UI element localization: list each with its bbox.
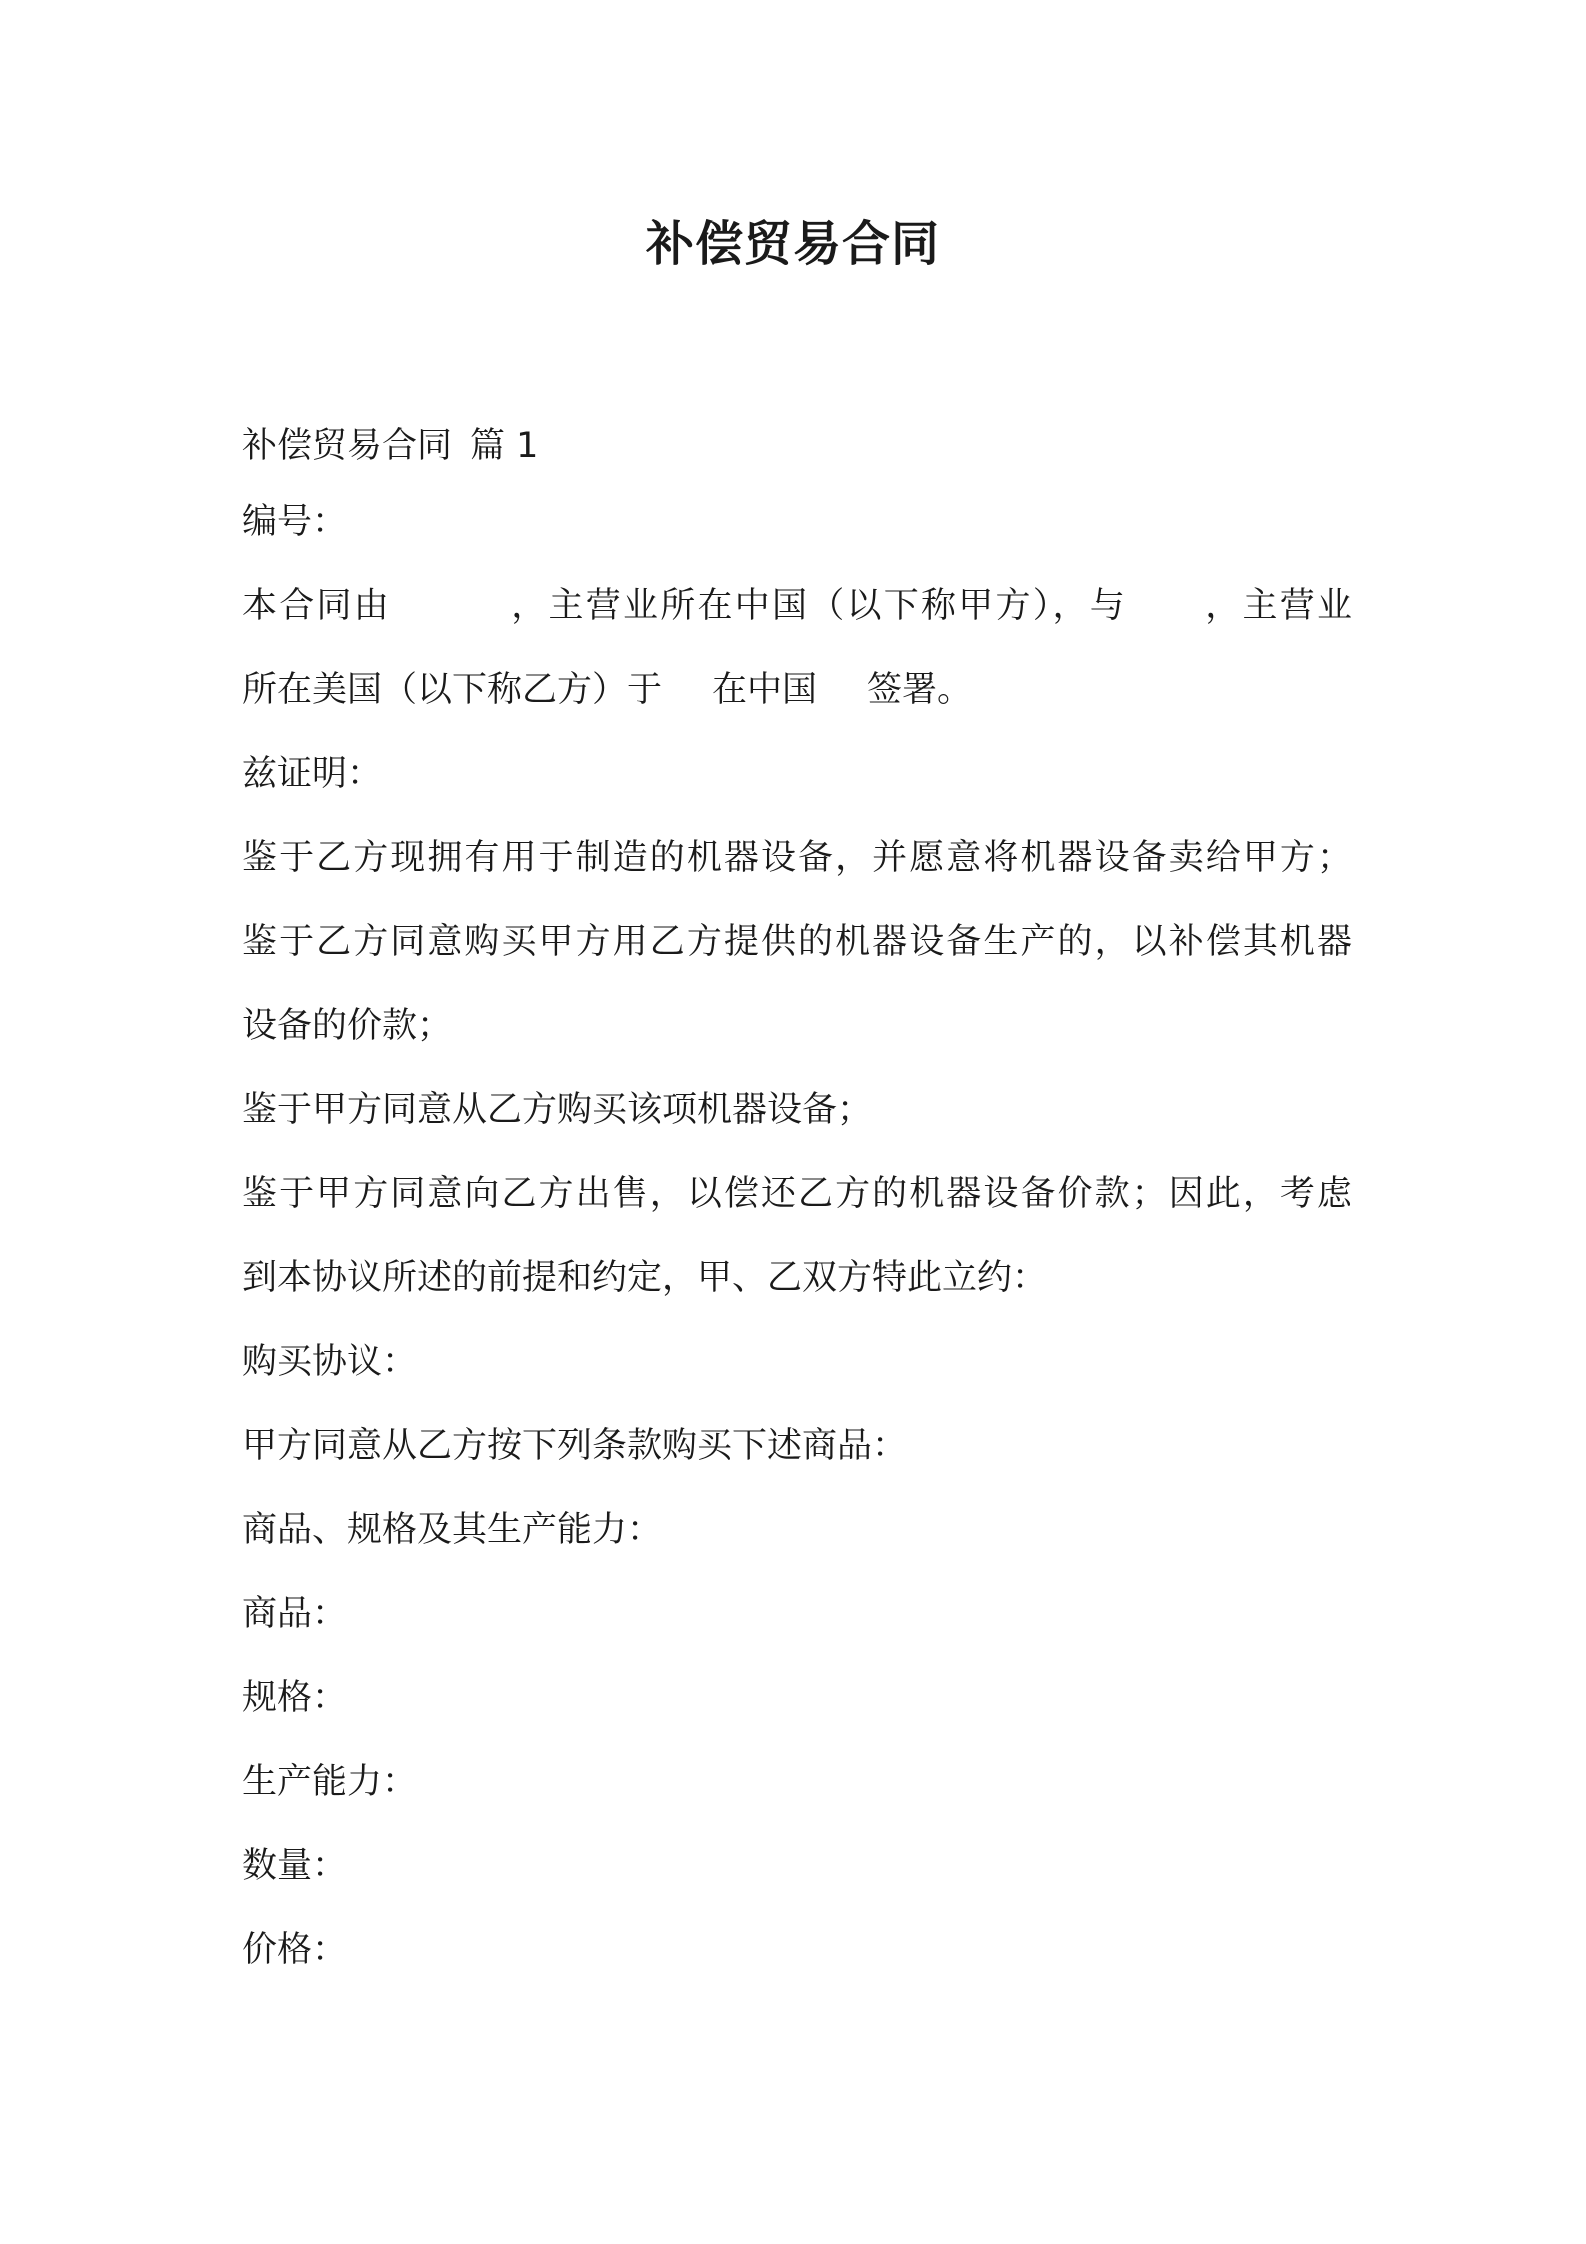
intro-text-c: ，主营业 (1202, 586, 1352, 626)
intro-text-a: 本合同由 (242, 586, 391, 626)
purchase-agreement-heading: 购买协议： (242, 1342, 418, 1382)
spec-label: 规格： (242, 1678, 348, 1718)
capacity-label: 生产能力： (242, 1762, 418, 1802)
intro-text-f: 签署。 (867, 670, 973, 710)
intro-text-d: 所在美国（以下称乙方）于 (242, 670, 663, 710)
goods-label: 商品： (242, 1594, 348, 1634)
intro-text-e: 在中国 (712, 670, 818, 710)
document-body (242, 480, 1352, 1992)
intro-text-b: ，主营业所在中国（以下称甲方），与 (509, 586, 1127, 626)
intro-line-1 (242, 564, 1352, 648)
section-number: 篇 1 (470, 426, 539, 466)
recital-4a: 鉴于甲方同意向乙方出售，以偿还乙方的机器设备价款；因此，考虑 (242, 1174, 1352, 1214)
witness-line: 兹证明： (242, 754, 383, 794)
recital-1: 鉴于乙方现拥有用于制造的机器设备，并愿意将机器设备卖给甲方； (242, 838, 1352, 878)
recital-2b: 设备的价款； (242, 1006, 453, 1046)
quantity-label: 数量： (242, 1846, 348, 1886)
recital-3: 鉴于甲方同意从乙方购买该项机器设备； (242, 1090, 873, 1130)
recital-4b: 到本协议所述的前提和约定，甲、乙双方特此立约： (242, 1258, 1048, 1298)
goods-spec-capacity-heading: 商品、规格及其生产能力： (242, 1510, 663, 1550)
section-heading (242, 404, 1352, 488)
document-title: 补偿贸易合同 (645, 216, 940, 272)
price-label: 价格： (242, 1930, 348, 1970)
contract-number-label: 编号： (242, 502, 348, 542)
recital-2a: 鉴于乙方同意购买甲方用乙方提供的机器设备生产的，以补偿其机器 (242, 922, 1352, 962)
purchase-terms-line: 甲方同意从乙方按下列条款购买下述商品： (242, 1426, 908, 1466)
intro-line-2 (242, 648, 1352, 732)
section-name: 补偿贸易合同 (242, 426, 453, 466)
